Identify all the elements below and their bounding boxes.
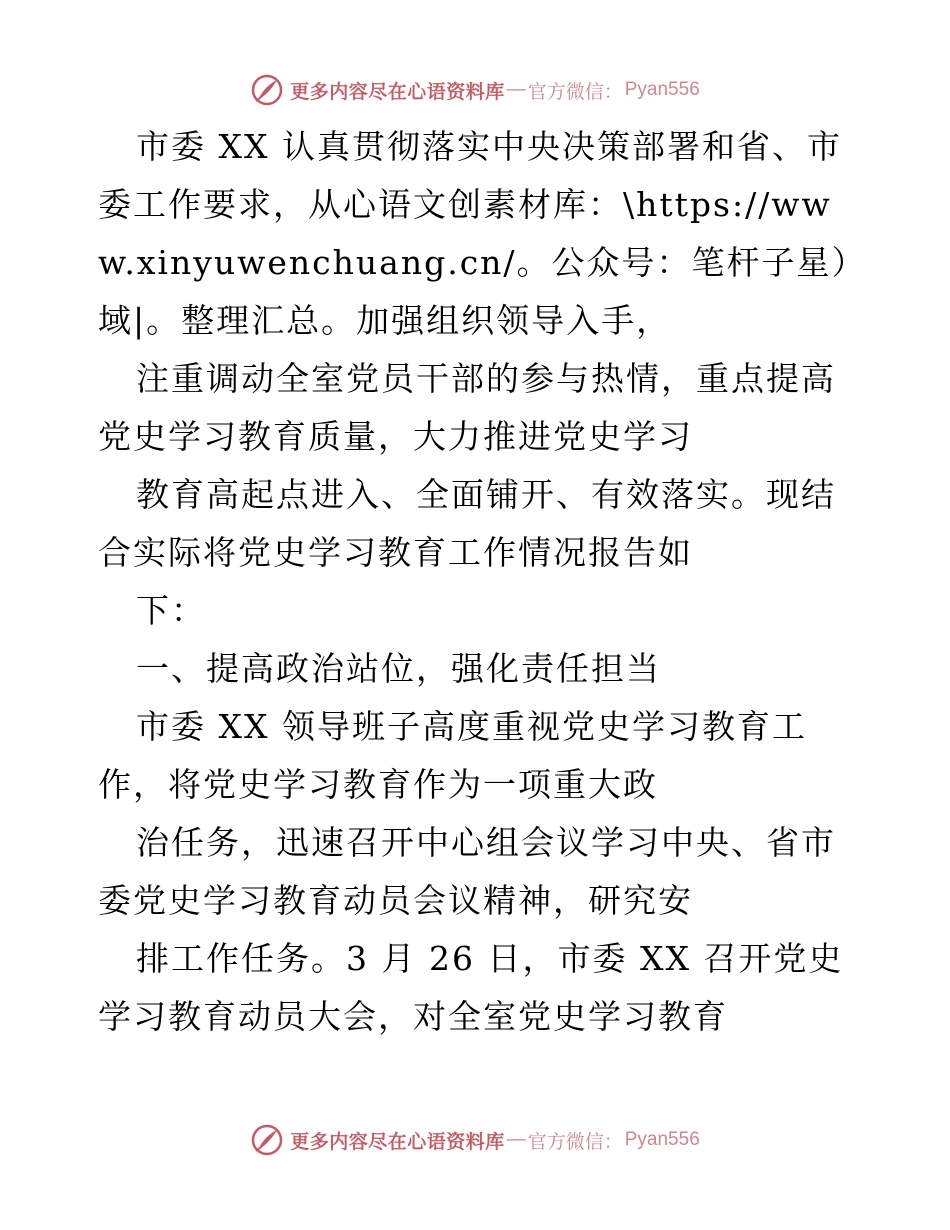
paragraph: 市委 XX 认真贯彻落实中央决策部署和省、市委工作要求，从心语文创素材库：\https://www.xinyuwenchuang.cn/。公众号：笔杆子星）域|。整理汇总。加强组织领导入手， (98, 127, 851, 340)
section-heading: 一、提高政治站位，强化责任担当 (136, 649, 661, 688)
banner-label: 官方微信： (527, 1131, 623, 1153)
banner-wechat-id: Pyan556 (624, 1129, 700, 1150)
quill-logo-icon (250, 1123, 284, 1157)
paragraph: 教育高起点进入、全面铺开、有效落实。现结合实际将党史学习教育工作情况报告如 (98, 475, 836, 572)
banner-lead: 更多内容尽在心语资料库 (290, 1131, 505, 1153)
document-body (98, 118, 858, 1046)
paragraph: 注重调动全室党员干部的参与热情，重点提高党史学习教育质量，大力推进党史学习 (98, 359, 836, 456)
banner-separator: — (506, 1129, 526, 1150)
banner-label: 官方微信： (527, 81, 623, 103)
header-banner (0, 70, 950, 110)
banner-lead: 更多内容尽在心语资料库 (290, 81, 505, 103)
paragraph: 下： (136, 591, 206, 630)
quill-logo-icon (250, 73, 284, 107)
paragraph: 治任务，迅速召开中心组会议学习中央、省市委党史学习教育动员会议精神，研究安 (98, 823, 836, 920)
paragraph: 市委 XX 领导班子高度重视党史学习教育工作，将党史学习教育作为一项重大政 (98, 707, 807, 804)
banner-separator: — (506, 79, 526, 100)
paragraph: 排工作任务。3 月 26 日，市委 XX 召开党史学习教育动员大会，对全室党史学习教育 (98, 939, 844, 1036)
footer-banner (0, 1120, 950, 1160)
banner-wechat-id: Pyan556 (624, 79, 700, 100)
